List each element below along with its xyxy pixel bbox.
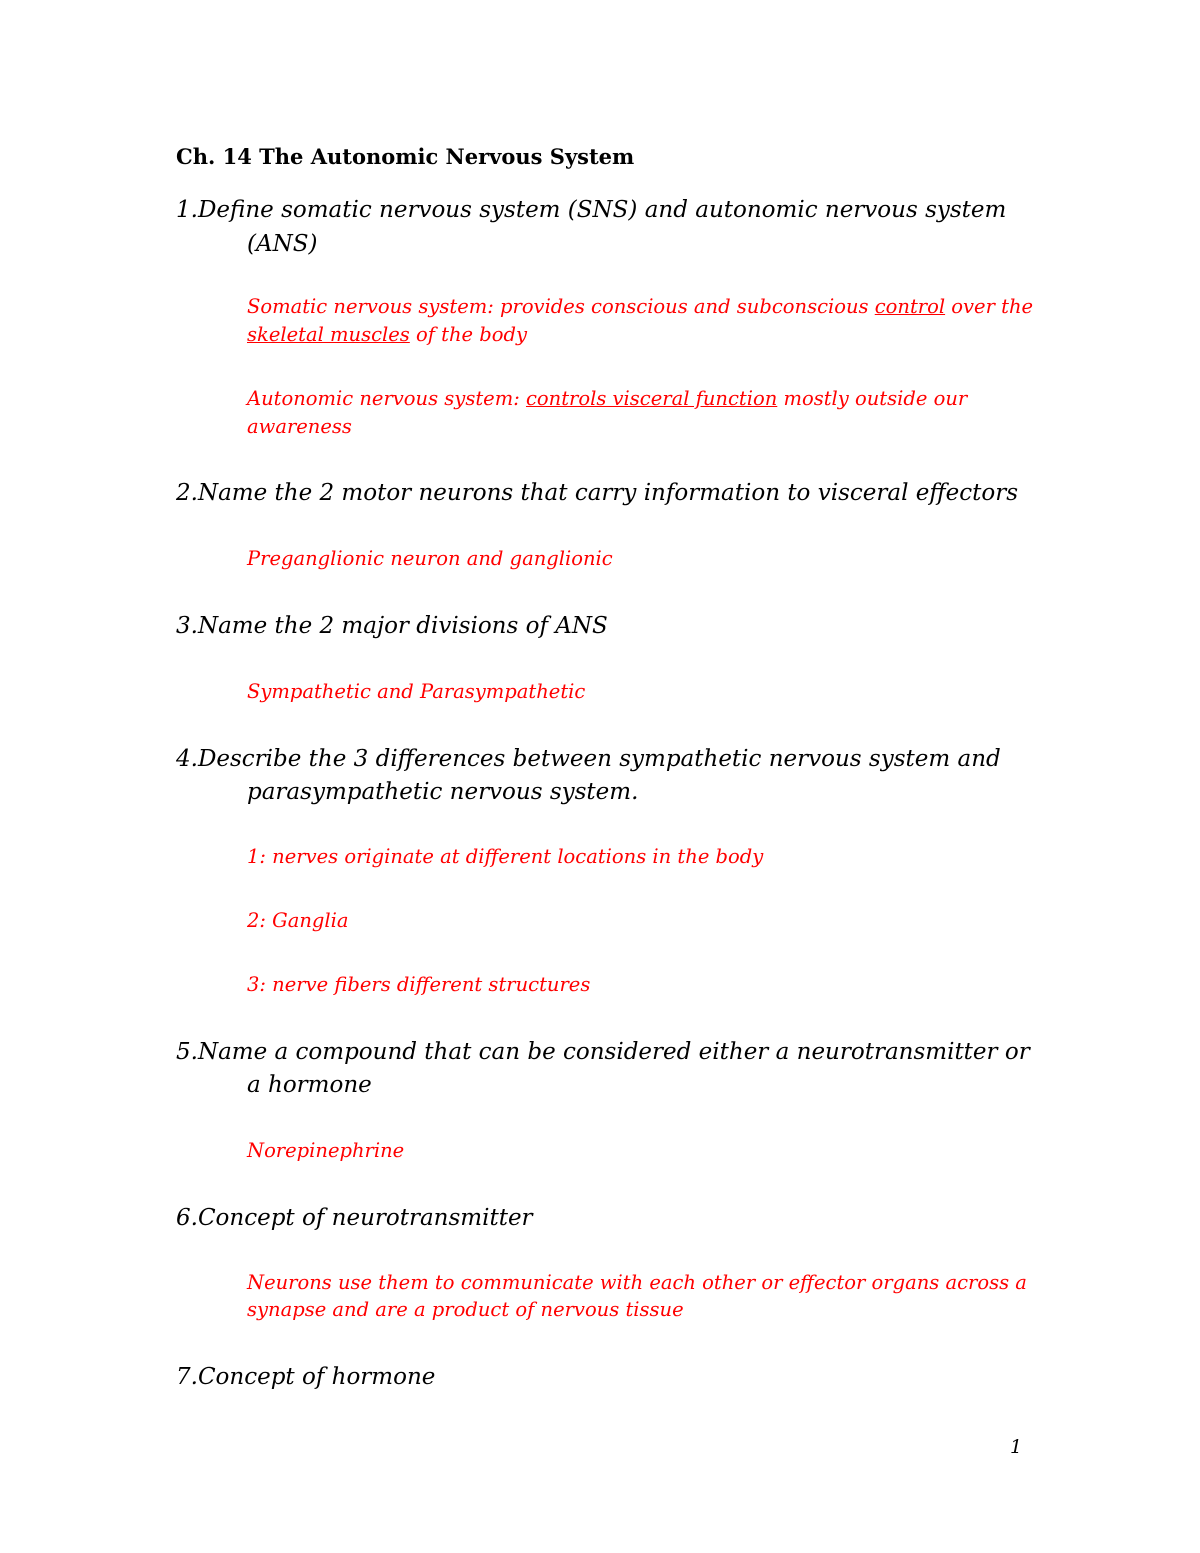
answer-4-item-2: 2: Ganglia	[247, 909, 349, 932]
answer-text: mostly outside our	[777, 387, 968, 410]
answer-1-autonomic	[247, 389, 967, 409]
question-3: 3.Name the 2 major divisions of ANS	[176, 613, 608, 639]
answer-3: Sympathetic and Parasympathetic	[247, 680, 586, 703]
document-title: Ch. 14 The Autonomic Nervous System	[176, 144, 635, 169]
answer-text: Autonomic nervous system:	[247, 387, 526, 410]
answer-1-somatic-continued	[247, 325, 527, 345]
question-5-continued: a hormone	[247, 1072, 372, 1098]
underlined-term: controls visceral function	[525, 387, 778, 410]
question-7: 7.Concept of hormone	[176, 1364, 436, 1390]
question-2: 2.Name the 2 motor neurons that carry information to visceral effectors	[176, 480, 1019, 506]
question-6: 6.Concept of neurotransmitter	[176, 1205, 533, 1231]
question-1-continued: (ANS)	[247, 231, 318, 257]
page-number: 1	[1010, 1436, 1023, 1458]
answer-6-continued: synapse and are a product of nervous tissue	[247, 1298, 684, 1321]
question-4-continued: parasympathetic nervous system.	[247, 779, 639, 805]
underlined-term: skeletal muscles	[247, 323, 410, 346]
answer-text: over the	[945, 295, 1034, 318]
question-4: 4.Describe the 3 differences between sympathetic nervous system and	[176, 746, 1001, 772]
question-5: 5.Name a compound that can be considered either a neurotransmitter or	[176, 1039, 1030, 1065]
answer-text: Somatic nervous system: provides conscious and subconscious	[247, 295, 875, 318]
underlined-term: control	[874, 295, 946, 318]
answer-1-somatic	[247, 297, 1033, 317]
answer-text: of the body	[409, 323, 528, 346]
answer-6: Neurons use them to communicate with each other or effector organs across a	[247, 1271, 1027, 1294]
answer-4-item-1: 1: nerves originate at different locations in the body	[247, 845, 764, 868]
answer-2: Preganglionic neuron and ganglionic	[247, 547, 613, 570]
answer-1-autonomic-continued: awareness	[247, 415, 352, 438]
answer-4-item-3: 3: nerve fibers different structures	[247, 973, 591, 996]
answer-5: Norepinephrine	[247, 1139, 405, 1162]
question-1: 1.Define somatic nervous system (SNS) and autonomic nervous system	[176, 197, 1007, 223]
